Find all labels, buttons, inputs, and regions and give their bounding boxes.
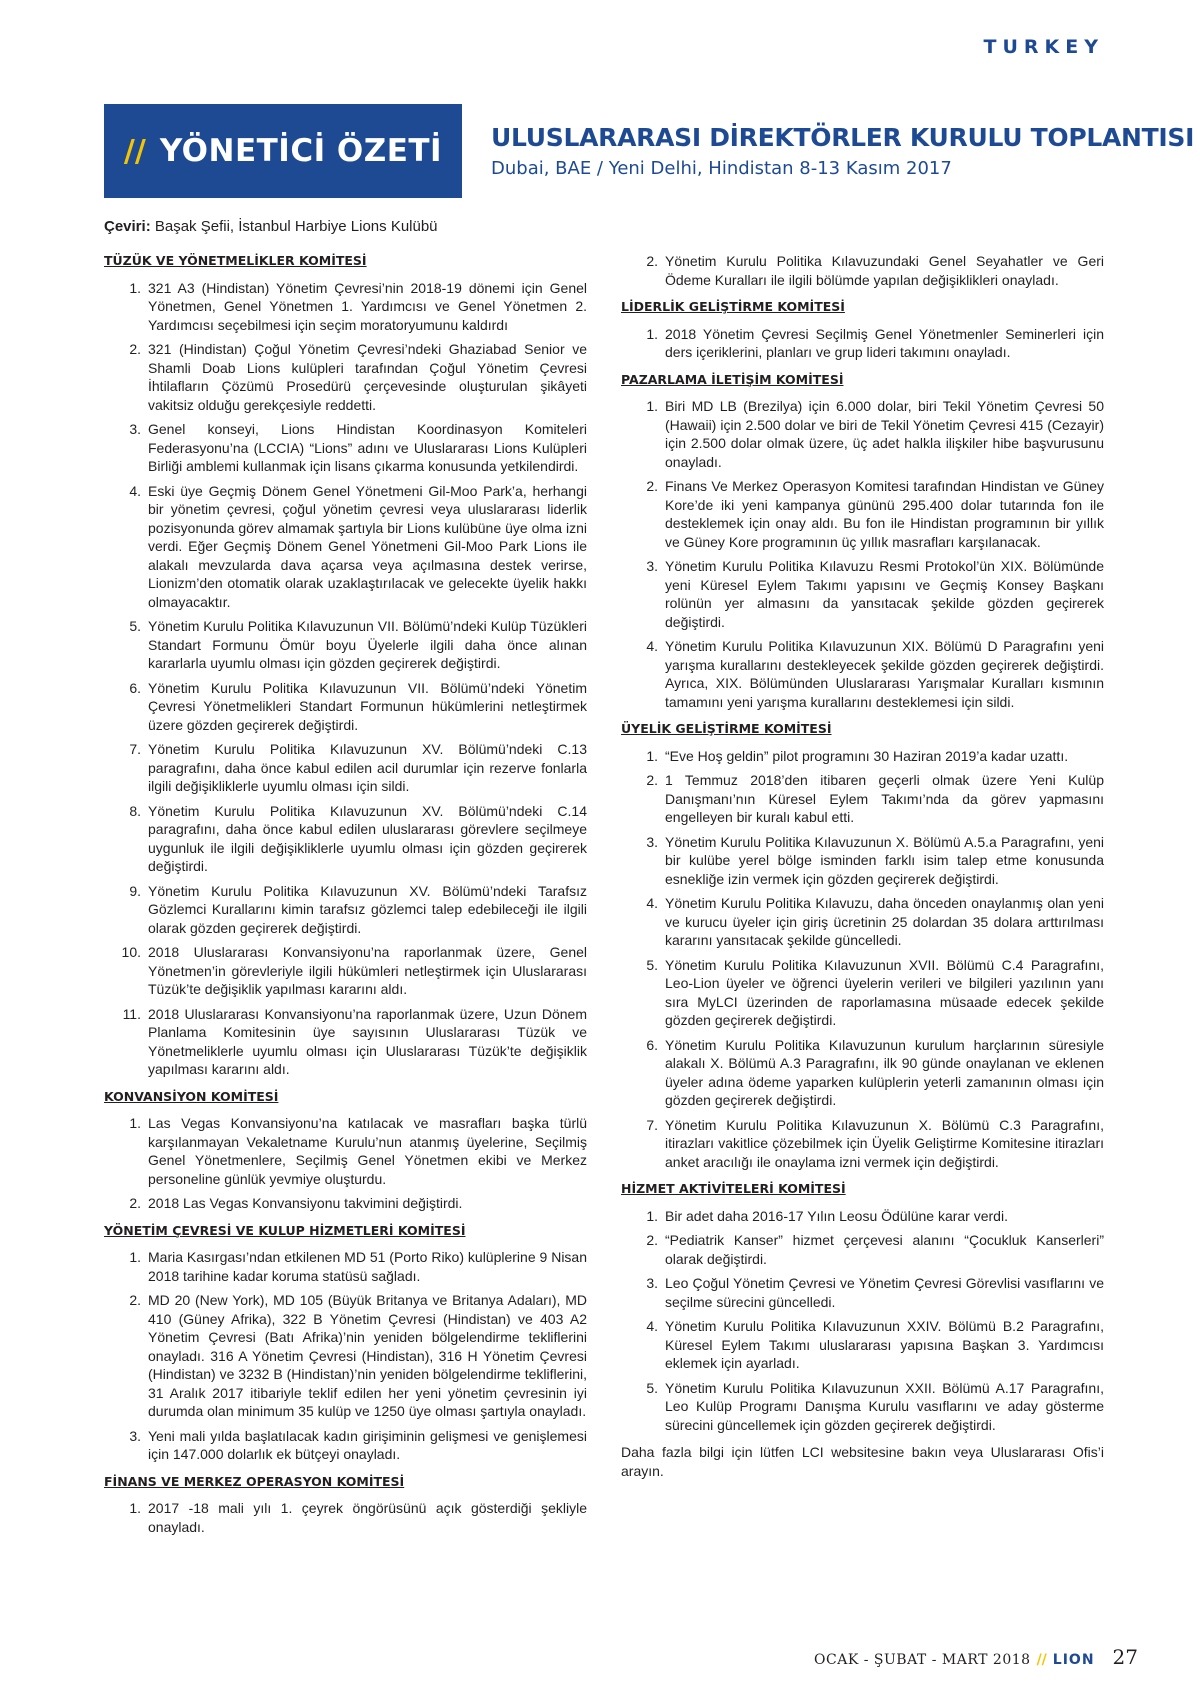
item-number: 2. xyxy=(646,1232,658,1248)
item-text: Yönetim Kurulu Politika Kılavuzunun X. Bölümü C.3 Paragrafını, itirazları vakitlice çözebilmek için Üyelik Geliştirme Komitesine itirazları anket aracılığı ile onaylama izni vermek için değiştirdi. xyxy=(665,1116,1104,1170)
translator-name: Başak Şefii, İstanbul Harbiye Lions Kulübü xyxy=(154,218,438,235)
item-text: Yönetim Kurulu Politika Kılavuzunun X. Bölümü A.5.a Paragrafını, yeni bir kulübe yerel bölge isminden farklı isim talep etme konusunda esnekliğe izin vermek için gözden geçirerek değiştirdi. xyxy=(665,833,1104,887)
closing-note: Daha fazla bilgi için lütfen LCI websitesine bakın veya Uluslararası Ofis’i arayın. xyxy=(621,1444,1104,1479)
section-banner xyxy=(104,104,462,198)
item-number: 7. xyxy=(129,741,141,757)
item-number: 5. xyxy=(646,956,658,973)
list-item xyxy=(621,1116,1104,1172)
item-text: Leo Çoğul Yönetim Çevresi ve Yönetim Çevresi Görevlisi vasıflarını ve seçilme sürecini güncelledi. xyxy=(665,1275,1104,1310)
item-number: 6. xyxy=(646,1036,658,1053)
list-item xyxy=(104,882,587,938)
item-text: Yönetim Kurulu Politika Kılavuzundaki Genel Seyahatler ve Geri Ödeme Kuralları ile ilgili bölümde yapılan değişiklikleri onayladı. xyxy=(665,253,1104,288)
section-heading: PAZARLAMA İLETİŞİM KOMİTESİ xyxy=(621,371,844,387)
item-text: Yönetim Kurulu Politika Kılavuzunun VII. Bölümü’ndeki Kulüp Tüzükleri Standart Formunu Ömür boyu Üyelerle ilgili daha önce alınan kararlarla uyumlu olması için gözden geçirerek değiştirdi. xyxy=(148,618,587,671)
item-number: 2. xyxy=(129,1292,141,1308)
page-number: 27 xyxy=(1112,1645,1138,1669)
item-text: Yönetim Kurulu Politika Kılavuzunun kurulum harçlarının süresiyle alakalı X. Bölümü A.3 Paragrafını, ilk 90 günde onaylanan ve eklenen üyeler adına ödeme yaparken kulüplerin yeterli zamanının olması için gözden geçirerek değiştirdi. xyxy=(665,1036,1104,1108)
item-text: Maria Kasırgası’ndan etkilenen MD 51 (Porto Riko) kulüplerine 9 Nisan 2018 tarihine kadar koruma statüsü sağladı. xyxy=(148,1249,587,1284)
item-text: 2018 Las Vegas Konvansiyonu takvimini değiştirdi. xyxy=(148,1195,463,1211)
list-item xyxy=(621,252,1104,289)
list-item xyxy=(621,747,1104,766)
continued-list xyxy=(621,252,1104,289)
section-list xyxy=(104,279,587,1079)
item-text: Genel konseyi, Lions Hindistan Koordinasyon Komiteleri Federasyonu’na (LCCIA) “Lions” adını ve Uluslararası Lions Kulüpleri Birliği amblemi kullanmak için lisans çıkarma konusunda yetkilendirdi. xyxy=(148,421,587,474)
item-number: 4. xyxy=(129,482,141,499)
list-item xyxy=(104,482,587,612)
item-number: 8. xyxy=(129,802,141,819)
list-item xyxy=(621,1036,1104,1110)
list-item xyxy=(104,740,587,796)
translator-credit xyxy=(104,218,438,235)
section-list xyxy=(621,397,1104,711)
item-number: 1. xyxy=(129,1249,141,1265)
list-item xyxy=(621,771,1104,827)
list-item xyxy=(621,956,1104,1030)
item-number: 1. xyxy=(646,747,658,764)
item-text: Yönetim Kurulu Politika Kılavuzunun XXIV. Bölümü B.2 Paragrafını, Küresel Eylem Takımı uluslararası yapısına Başkan 3. Yardımcısı eklemek için ayarladı. xyxy=(665,1318,1104,1371)
list-item xyxy=(621,397,1104,471)
section-heading: LİDERLİK GELİŞTİRME KOMİTESİ xyxy=(621,299,845,314)
list-item xyxy=(104,1499,587,1536)
section-heading: KONVANSİYON KOMİTESİ xyxy=(104,1088,279,1104)
item-text: Finans Ve Merkez Operasyon Komitesi tarafından Hindistan ve Güney Kore’de iki yeni kampanya gününü 295.400 dolar tutarında fon ile desteklemek için onay aldı. Bu fon ile Hindistan programının bir yıllık ve Güney Kore programının üç yıllık masrafları karşılanacak. xyxy=(665,478,1104,550)
item-text: “Pediatrik Kanser” hizmet çerçevesi alanını “Çocukluk Kanserleri” olarak değiştirdi. xyxy=(665,1232,1104,1267)
left-column xyxy=(104,252,587,1545)
item-text: Yönetim Kurulu Politika Kılavuzunun VII. Bölümü’ndeki Yönetim Çevresi Yönetmelikleri Standart Formunun hükümlerini netleştirmek üzere gözden geçirerek değiştirdi. xyxy=(148,679,587,733)
item-text: Yeni mali yılda başlatılacak kadın girişiminin gelişmesi ve genişlemesi için 147.000 dolarlık ek bütçeyi onayladı. xyxy=(148,1427,587,1462)
item-text: Biri MD LB (Brezilya) için 6.000 dolar, biri Tekil Yönetim Çevresi 50 (Hawaii) için 2.500 dolar ve biri de Tekil Yönetim Çevresi 415 (Cezayir) için 2.500 dolar olmak üzere, üç adet halkla ilişkiler hibe başvurusunu onayladı. xyxy=(665,398,1104,470)
list-item xyxy=(104,1291,587,1421)
item-number: 4. xyxy=(646,895,658,911)
list-item xyxy=(104,1248,587,1285)
item-text: Bir adet daha 2016-17 Yılın Leosu Ödülüne karar verdi. xyxy=(665,1207,1008,1224)
section-heading: YÖNETİM ÇEVRESİ VE KULUP HİZMETLERİ KOMİTESİ xyxy=(104,1222,466,1238)
list-item xyxy=(104,1114,587,1188)
list-item xyxy=(104,679,587,735)
item-text: 321 A3 (Hindistan) Yönetim Çevresi’nin 2018-19 dönemi için Genel Yönetmen, Genel Yönetmen 1. Yardımcısı ve Genel Yönetmen 2. Yardımcısı seçebilmesi için seçim moratoryumunu kaldırdı xyxy=(148,279,587,333)
section-list xyxy=(621,1207,1104,1435)
list-item xyxy=(621,477,1104,551)
item-text: Yönetim Kurulu Politika Kılavuzunun XIX. Bölümü D Paragrafını yeni yarışma kurallarını destekleyecek şekilde gözden geçirerek değiştirdi. Ayrıca, XIX. Bölümünden Uluslararası Yarışmalar Kuralları kısmının tamamını yeni yarışma kurallarını desteklemesi için sildi. xyxy=(665,638,1104,710)
item-number: 4. xyxy=(646,1318,658,1334)
item-text: Yönetim Kurulu Politika Kılavuzunun XV. Bölümü’ndeki C.14 paragrafını, daha önce kabul edilen uluslararası görevlere seçilmeye uygunluk ile ilgili değişikliklerle uyumlu olması için gözden geçirerek değiştirdi. xyxy=(148,802,587,874)
list-item xyxy=(621,833,1104,889)
item-text: Yönetim Kurulu Politika Kılavuzunun XV. Bölümü’ndeki Tarafsız Gözlemci Kurallarını kimin tarafsız gözlemci talep edebileceği ile ilgili olarak gözden geçirerek değiştirdi. xyxy=(148,882,587,936)
item-number: 7. xyxy=(646,1116,658,1133)
section-list xyxy=(621,325,1104,362)
banner-slashes: // xyxy=(123,133,146,169)
list-item xyxy=(621,557,1104,631)
list-item xyxy=(621,1317,1104,1373)
page-subtitle: Dubai, BAE / Yeni Delhi, Hindistan 8-13 Kasım 2017 xyxy=(491,158,952,179)
section-heading: TÜZÜK VE YÖNETMELİKLER KOMİTESİ xyxy=(104,253,367,268)
list-item xyxy=(621,1231,1104,1268)
section-list xyxy=(621,747,1104,1172)
section-list xyxy=(104,1499,587,1536)
section-heading: HİZMET AKTİVİTELERİ KOMİTESİ xyxy=(621,1181,846,1196)
list-item xyxy=(104,1427,587,1464)
item-number: 6. xyxy=(129,679,141,696)
item-number: 9. xyxy=(129,882,141,899)
section-heading: FİNANS VE MERKEZ OPERASYON KOMİTESİ xyxy=(104,1473,405,1489)
section-heading: ÜYELİK GELİŞTİRME KOMİTESİ xyxy=(621,721,832,736)
list-item xyxy=(621,325,1104,362)
issue-date: OCAK - ŞUBAT - MART 2018 xyxy=(814,1652,1031,1668)
list-item xyxy=(104,340,587,414)
country-label: TURKEY xyxy=(983,36,1104,58)
magazine-name: LION xyxy=(1052,1652,1095,1668)
item-text: Yönetim Kurulu Politika Kılavuzunun XXII. Bölümü A.17 Paragrafını, Leo Kulüp Programı Danışma Kurulu vasıflarını ve aday gösterme sürecini güncellemek için gözden geçirerek değiştirdi. xyxy=(665,1379,1104,1433)
item-number: 5. xyxy=(129,618,141,634)
item-text: MD 20 (New York), MD 105 (Büyük Britanya ve Britanya Adaları), MD 410 (Güney Afrika), 322 B Yönetim Çevresi (Hindistan) ve 403 A2 Yönetim Çevresi (Batı Afrika)’nin yeniden bölgelendirme tekliflerini onayladı. 316 A Yönetim Çevresi (Hindistan), 316 H Yönetim Çevresi (Hindistan) ve 3232 B (Hindistan)’nin yeniden bölgelendirme tekliflerini, 31 Aralık 2017 itibariyle teklif edilen her yeni yönetim çevresinin iyi durumda olan minimum 35 kulüp ve 1250 üye olması şartıyla onayladı. xyxy=(148,1292,587,1419)
right-column xyxy=(621,252,1104,1480)
item-number: 1. xyxy=(129,1500,141,1516)
list-item xyxy=(104,1194,587,1213)
item-number: 2. xyxy=(129,341,141,357)
item-text: 1 Temmuz 2018’den itibaren geçerli olmak üzere Yeni Kulüp Danışmanı’nın Küresel Eylem Takımı’nda da görev yapmasını engelleyen bir kuralı kabul etti. xyxy=(665,772,1104,825)
page-footer xyxy=(814,1645,1138,1669)
item-number: 1. xyxy=(646,325,658,342)
item-number: 3. xyxy=(129,421,141,437)
list-item xyxy=(621,894,1104,950)
section-list xyxy=(104,1114,587,1213)
list-item xyxy=(621,1379,1104,1435)
item-number: 5. xyxy=(646,1379,658,1396)
footer-slashes: // xyxy=(1036,1652,1047,1668)
item-number: 1. xyxy=(646,1207,658,1224)
item-number: 3. xyxy=(646,833,658,850)
item-number: 3. xyxy=(646,1275,658,1291)
translator-label: Çeviri: xyxy=(104,218,151,235)
section-list xyxy=(104,1248,587,1464)
item-number: 1. xyxy=(129,279,141,296)
item-number: 2. xyxy=(646,253,658,269)
item-number: 3. xyxy=(646,558,658,574)
list-item xyxy=(104,802,587,876)
item-text: Yönetim Kurulu Politika Kılavuzunun XVII. Bölümü C.4 Paragrafını, Leo-Lion üyeler ve öğrenci üyelerin verileri ve bilgileri yazılının yanı sıra MyLCI üzerinden de raporlamasına müsaade edecek şekilde gözden geçirerek değiştirdi. xyxy=(665,956,1104,1028)
item-number: 3. xyxy=(129,1427,141,1444)
item-text: Yönetim Kurulu Politika Kılavuzu, daha önceden onaylanmış olan yeni ve kurucu üyeler için giriş ücretinin 25 dolardan 35 dolara arttırılması kararını yansıtacak şekilde güncelledi. xyxy=(665,895,1104,948)
right-sections xyxy=(621,298,1104,1434)
item-number: 2. xyxy=(129,1195,141,1211)
item-text: 321 (Hindistan) Çoğul Yönetim Çevresi’ndeki Ghaziabad Senior ve Shamli Doab Lions kulüpleri tarafından Çoğul Yönetim Çevresi İhtilafların Çözümü Prosedürü çerçevesinde oluşturulan şikâyeti vakitsiz olduğu gerekçesiyle reddetti. xyxy=(148,341,587,413)
item-text: 2017 -18 mali yılı 1. çeyrek öngörüsünü açık gösterdiği şekliyle onayladı. xyxy=(148,1500,587,1535)
item-text: “Eve Hoş geldin” pilot programını 30 Haziran 2019’a kadar uzattı. xyxy=(665,747,1069,764)
list-item xyxy=(621,637,1104,711)
item-text: Las Vegas Konvansiyonu’na katılacak ve masrafları başka türlü karşılanmayan Vekaletname Kurulu’nun atanmış üyelerine, Seçilmiş Genel Yönetmenlere, Seçilmiş Genel Yönetmen ekibi ve Merkez personeline günlük yevmiye oluşturdu. xyxy=(148,1115,587,1187)
item-text: Eski üye Geçmiş Dönem Genel Yönetmeni Gil-Moo Park’a, herhangi bir yönetim çevresi, çoğul yönetim çevresi veya uluslararası liderlik pozisyonunda görev almamak şartıyla bir Lions kulübüne üye olma izni verdi. Eğer Geçmiş Dönem Genel Yönetmeni Gil-Moo Park Lions ile alakalı mevzularda dava açarsa veya açılmasına destek verirse, Lionizm’den otomatik olarak uzaklaştırılacak ve gelecekte üyelik hakkı olmayacaktır. xyxy=(148,482,587,610)
item-text: 2018 Uluslararası Konvansiyonu’na raporlanmak üzere, Uzun Dönem Planlama Komitesinin üye sayısının Uluslararası Tüzük ve Yönetmeliklerle uyumlu olması için Uluslararası Tüzük’te değişiklik yapılması kararını aldı. xyxy=(148,1005,587,1077)
item-text: 2018 Uluslararası Konvansiyonu’na raporlanmak üzere, Genel Yönetmen’in görevleriyle ilgili hükümleri netleştirmek için Uluslararası Tüzük’te değişiklik yapılması kararını aldı. xyxy=(148,944,587,997)
item-number: 2. xyxy=(646,478,658,494)
list-item xyxy=(104,943,587,999)
list-item xyxy=(104,279,587,335)
banner-title: YÖNETİCİ ÖZETİ xyxy=(159,133,443,169)
item-number: 10. xyxy=(121,944,141,960)
list-item xyxy=(104,1005,587,1079)
list-item xyxy=(621,1207,1104,1226)
item-text: Yönetim Kurulu Politika Kılavuzunun XV. Bölümü’ndeki C.13 paragrafını, daha önce kabul edilen acil durumlar için rezerve fonlarla ilgili değişikliklerle uyumlu olması için sildi. xyxy=(148,741,587,794)
list-item xyxy=(104,420,587,476)
page-title: ULUSLARARASI DİREKTÖRLER KURULU TOPLANTISI xyxy=(491,123,1195,152)
item-text: 2018 Yönetim Çevresi Seçilmiş Genel Yönetmenler Seminerleri için ders içeriklerini, planları ve grup lideri takımını onayladı. xyxy=(665,325,1104,360)
item-number: 4. xyxy=(646,638,658,654)
item-number: 1. xyxy=(129,1115,141,1131)
item-number: 11. xyxy=(122,1005,141,1022)
item-number: 2. xyxy=(646,772,658,788)
list-item xyxy=(621,1274,1104,1311)
item-text: Yönetim Kurulu Politika Kılavuzu Resmi Protokol’ün XIX. Bölümünde yeni Küresel Eylem Takımı yapısını ve Geçmiş Konsey Başkanı rolünün yer almasını da yansıtacak şekilde gözden geçirerek değiştirdi. xyxy=(665,558,1104,630)
item-number: 1. xyxy=(646,398,658,414)
list-item xyxy=(104,617,587,673)
